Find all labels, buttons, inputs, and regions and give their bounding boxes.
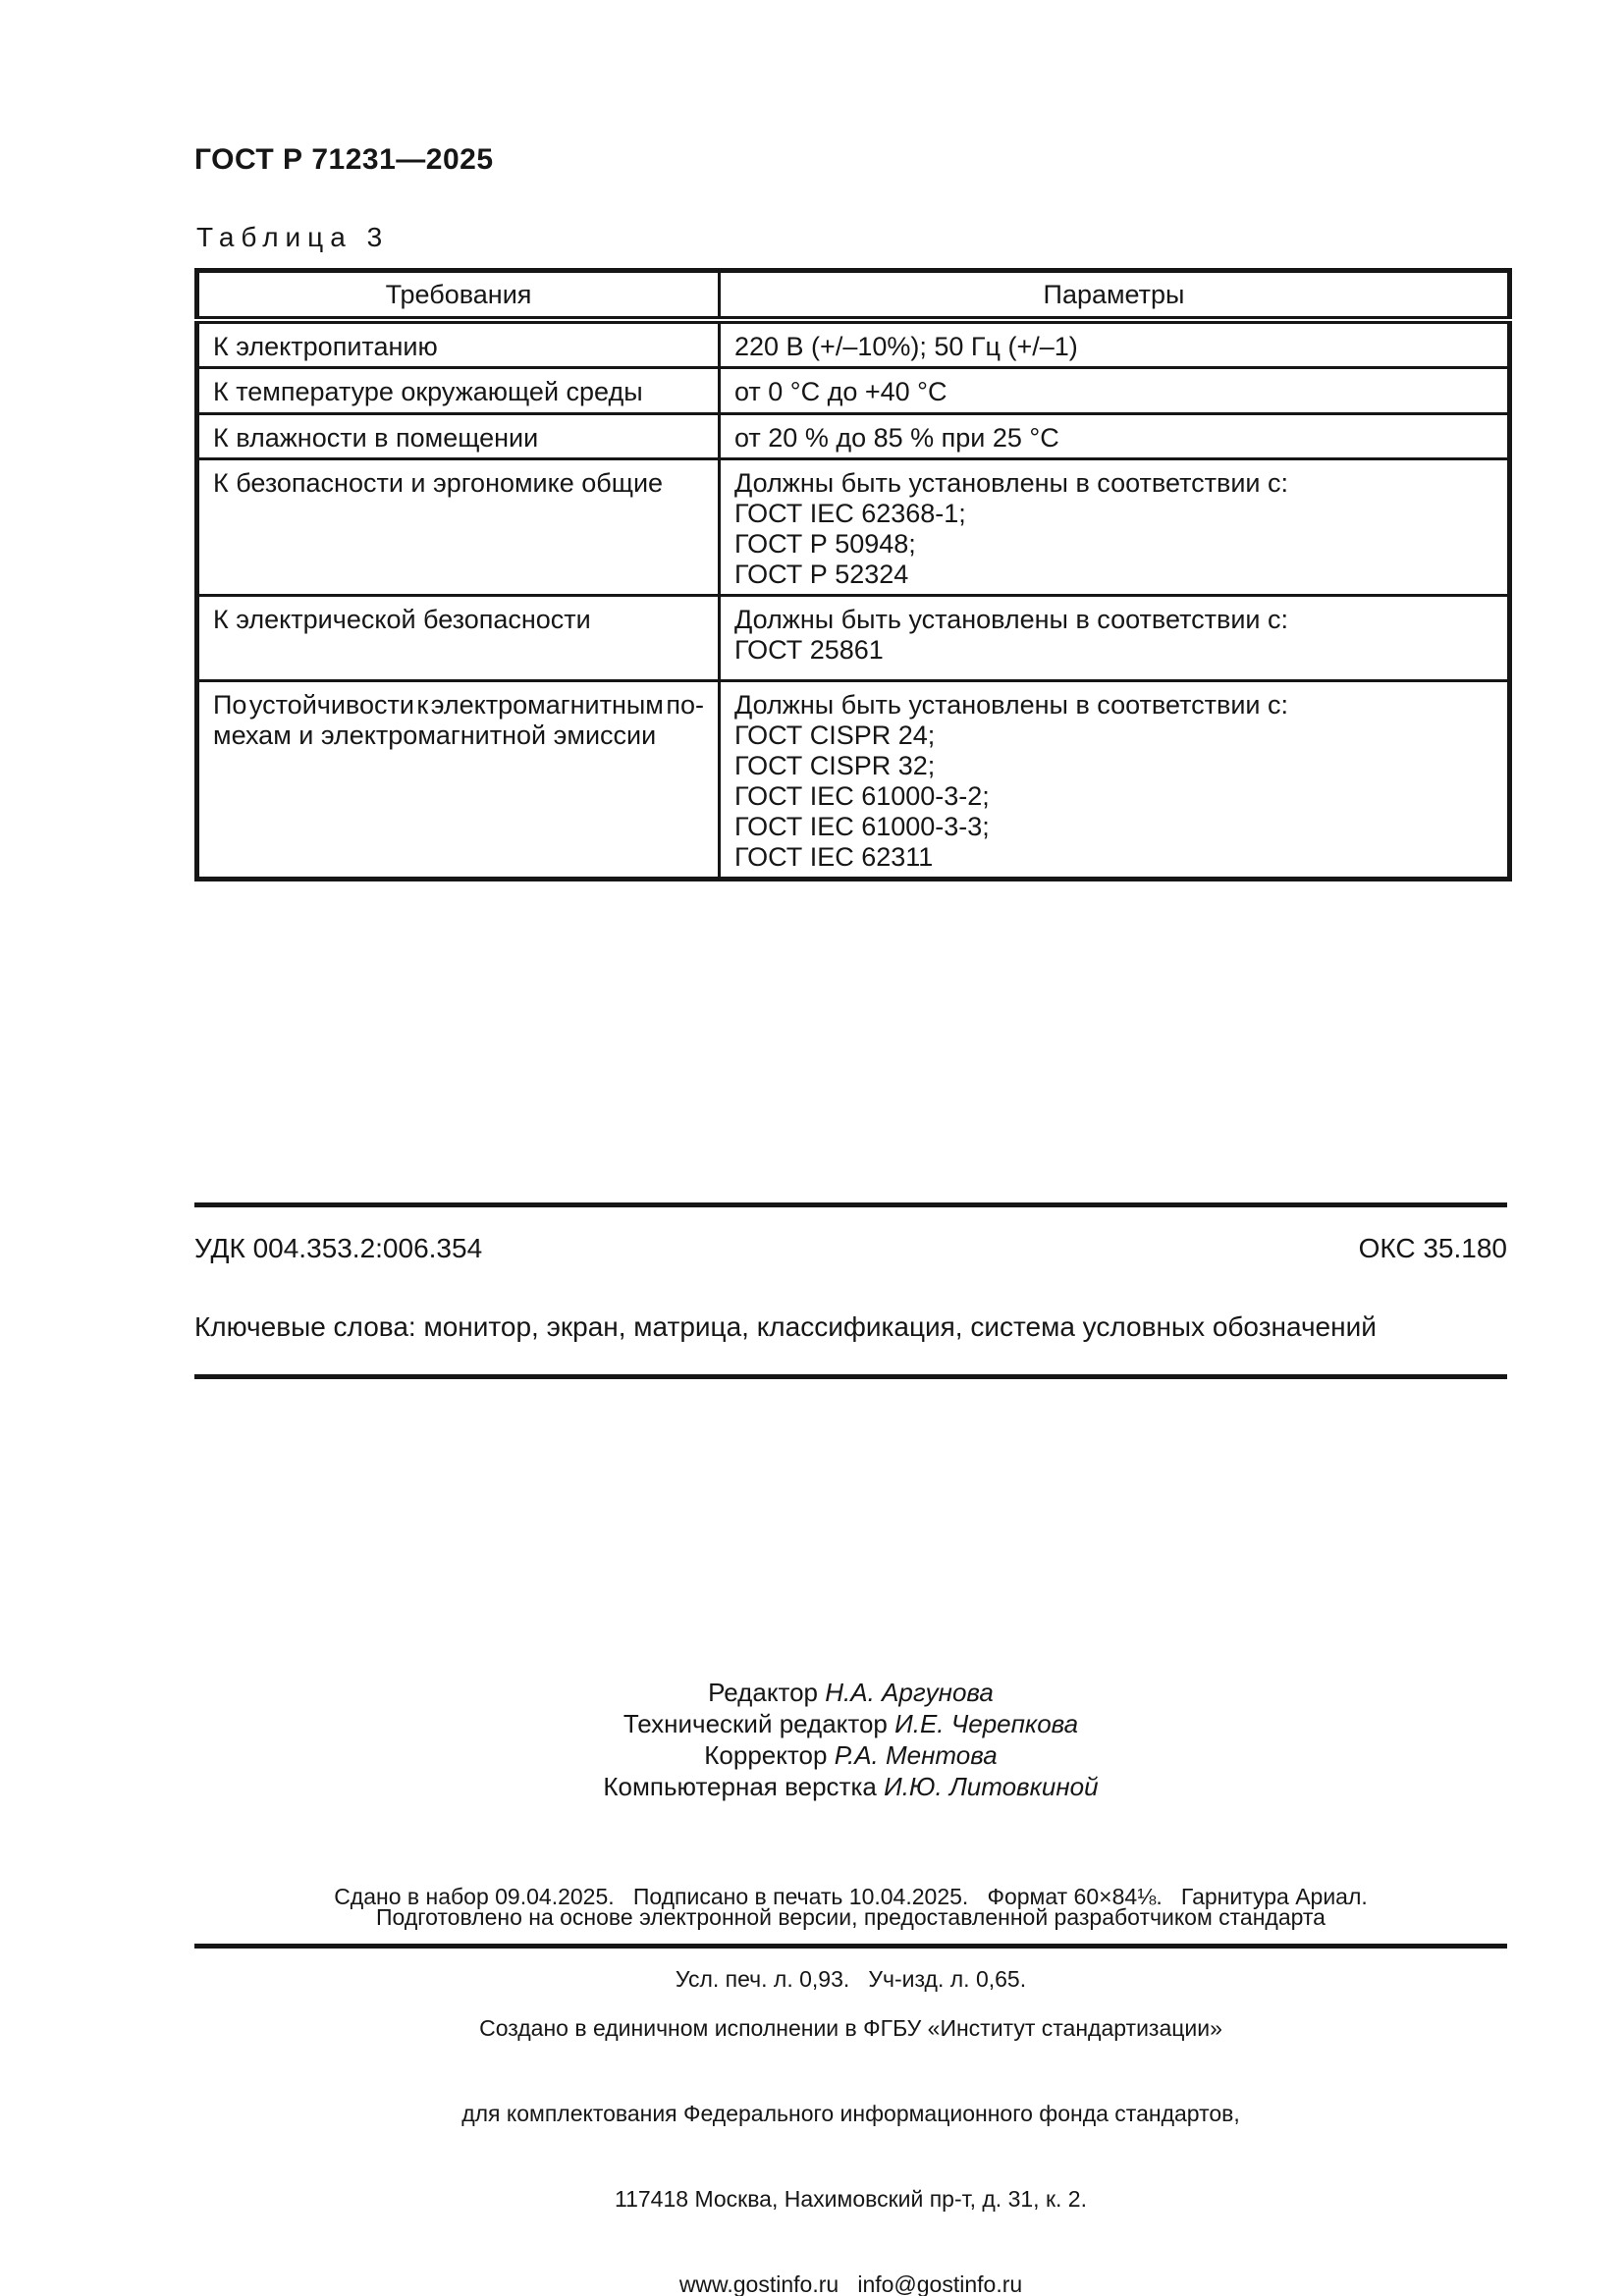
editor-name: Н.А. Аргунова [825,1678,994,1707]
cell-line: мехам и электромагнитной эмиссии [213,721,657,750]
table-row [197,414,1510,459]
table-row [197,459,1510,596]
colophon-line-2: для комплектования Федерального информационного фонда стандартов, [461,2101,1240,2126]
editor-line [194,1771,1507,1802]
cell-line: К температуре окружающей среды [213,377,643,406]
editor-label: Технический редактор [623,1709,888,1738]
cell-line: от 0 °С до +40 °С [734,377,947,406]
cell-line: Должны быть установлены в соответствии с: [734,690,1289,720]
colophon-line-3: 117418 Москва, Нахимовский пр-т, д. 31, к. 2. [615,2186,1087,2212]
cell-parameter [720,368,1510,414]
cell-line: ГОСТ 25861 [734,635,884,665]
cell-line: По устойчивости к электромагнитным по- [213,690,704,720]
cell-parameter [720,596,1510,681]
table-row [197,320,1510,368]
cell-line: Должны быть установлены в соответствии с: [734,605,1289,634]
cell-line: ГОСТ CISPR 24; [734,721,936,750]
editor-name: И.Е. Черепкова [894,1709,1079,1738]
cell-requirement [197,320,720,368]
udk-code: УДК 004.353.2:006.354 [194,1233,483,1263]
cell-parameter [720,414,1510,459]
cell-requirement [197,368,720,414]
editor-line [194,1708,1507,1739]
cell-line: ГОСТ Р 52324 [734,560,909,589]
table-header-parameters: Параметры [720,271,1510,321]
horizontal-rule-top [194,1202,1507,1207]
cell-line: Должны быть установлены в соответствии с: [734,468,1289,498]
cell-requirement [197,681,720,880]
colophon-block [194,1957,1507,2296]
colophon-line-1: Создано в единичном исполнении в ФГБУ «Институт стандартизации» [479,2015,1222,2041]
cell-line: 220 В (+/–10%); 50 Гц (+/–1) [734,332,1078,361]
cell-line: К влажности в помещении [213,423,539,453]
prepared-line: Подготовлено на основе электронной версии, предоставленной разработчиком стандарта [376,1904,1326,1930]
cell-line: ГОСТ Р 50948; [734,529,916,559]
classification-codes-row [194,1233,1507,1264]
editor-label: Корректор [704,1740,828,1770]
editor-line [194,1739,1507,1771]
requirements-table [194,268,1512,881]
keywords-line: Ключевые слова: монитор, экран, матрица, классификация, система условных обозначений [194,1311,1377,1342]
horizontal-rule-middle [194,1374,1507,1379]
table-row [197,368,1510,414]
cell-requirement [197,414,720,459]
table-caption: Таблица 3 [196,222,390,252]
cell-line: ГОСТ IEC 61000-3-3; [734,812,990,841]
cell-parameter [720,320,1510,368]
cell-line: К электропитанию [213,332,438,361]
cell-line: от 20 % до 85 % при 25 °С [734,423,1059,453]
editor-name: И.Ю. Литовкиной [884,1772,1099,1801]
horizontal-rule-bottom [194,1944,1507,1949]
editor-name: Р.А. Ментова [834,1740,998,1770]
editor-line [194,1677,1507,1708]
editors-block [194,1677,1507,1802]
cell-requirement [197,459,720,596]
cell-line: ГОСТ CISPR 32; [734,751,936,780]
table-header-row [197,271,1510,321]
table-row [197,681,1510,880]
cell-requirement [197,596,720,681]
table-row [197,596,1510,681]
editor-label: Редактор [708,1678,819,1707]
cell-line: К безопасности и эргономике общие [213,468,664,498]
cell-line: ГОСТ IEC 61000-3-2; [734,781,990,811]
cell-line: К электрической безопасности [213,605,591,634]
imprint-line-2: Усл. печ. л. 0,93. Уч-изд. л. 0,65. [675,1966,1027,1992]
doc-number: ГОСТ Р 71231—2025 [194,143,494,176]
table-header-requirements: Требования [197,271,720,321]
colophon-line-4: www.gostinfo.ru info@gostinfo.ru [678,2271,1023,2296]
oks-code: ОКС 35.180 [1358,1233,1507,1263]
cell-line: ГОСТ IEC 62311 [734,842,934,872]
imprint-line-1: Сдано в набор 09.04.2025. Подписано в печать 10.04.2025. Формат 60×84⅛. Гарнитура Ариал. [334,1884,1368,1909]
cell-parameter [720,459,1510,596]
editor-label: Компьютерная верстка [603,1772,877,1801]
cell-line: ГОСТ IEC 62368-1; [734,499,966,528]
cell-parameter [720,681,1510,880]
